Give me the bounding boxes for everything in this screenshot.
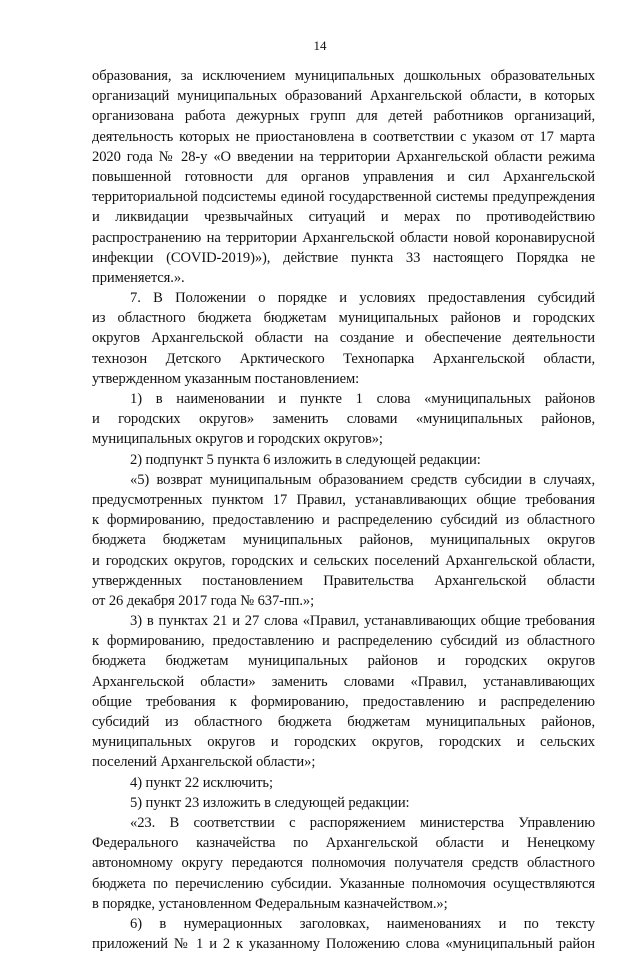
text-line: и городских округов, городских и сельских поселений Архангельской области, [92,552,595,569]
text-line: образования, за исключением муниципальных дошкольных образовательных [92,68,595,84]
text-line: организована работа дежурных групп для детей работников организаций, [92,108,595,125]
text-line: применяется.». [92,269,185,286]
text-line: 6) в нумерационных заголовках, наименованиях и по тексту [130,915,595,932]
paragraph [92,389,595,450]
text-line: территориальной подсистемы единой государственной системы предупреждения [92,189,595,206]
text-line: бюджета по перечислению субсидии. Указанные полномочия осуществляются [92,875,595,892]
text-line: от 26 декабря 2017 года № 637-пп.»; [92,592,315,609]
text-line: распространению на территории Архангельской области новой коронавирусной [92,229,595,246]
text-line: инфекции (COVID-2019)»), действие пункта 33 настоящего Порядка не [92,249,595,266]
text-line: повышенной готовности для органов управления и сил Архангельской [92,168,595,185]
text-line: муниципальных округов и городских округов, городских и сельских [92,734,595,751]
text-line: 3) в пунктах 21 и 27 слова «Правил, устанавливающих общие требования [130,613,595,630]
paragraph [92,470,595,611]
text-line: к формированию, предоставлению и распределению субсидий из областного [92,512,595,529]
text-line: организаций муниципальных образований Архангельской области, в которых [92,88,595,105]
text-line: «23. В соответствии с распоряжением министерства Управлению [130,814,595,831]
text-line: в порядке, установленном Федеральным казначейством.»; [92,895,448,912]
text-line: приложений № 1 и 2 к указанному Положению слова «муниципальный район [92,936,595,953]
paragraph [92,773,595,793]
text-line: субсидий из областного бюджета бюджетам муниципальных районов, [92,714,595,730]
text-line: бюджета бюджетам муниципальных районов и городских округов [92,653,595,670]
text-line: предусмотренных пунктом 17 Правил, устанавливающих общие требования [92,491,595,508]
paragraph [92,914,595,954]
page-number: 14 [313,38,327,53]
text-line: 4) пункт 22 исключить; [130,774,273,791]
document-body [92,66,595,954]
paragraph [92,450,595,470]
text-line: 7. В Положении о порядке и условиях предоставления субсидий [130,290,595,307]
text-line: утвержденных постановлением Правительства Архангельской области [92,572,595,589]
text-line: автономному округу передаются полномочия получателя средств областного [92,855,595,872]
paragraph [92,813,595,914]
text-line: 5) пункт 23 изложить в следующей редакции: [130,794,410,811]
text-line: из областного бюджета бюджетам муниципальных районов и городских [92,310,595,327]
text-line: технозон Детского Арктического Технопарка Архангельской области, [92,350,595,367]
text-line: 1) в наименовании и пункте 1 слова «муниципальных районов [130,391,595,407]
paragraph [92,611,595,773]
text-line: 2020 года № 28-у «О введении на территории Архангельской области режима [92,148,595,165]
text-line: деятельность которых не приостановлена в соответствии с указом от 17 марта [92,128,595,145]
text-line: к формированию, предоставлению и распределению субсидий из областного [92,633,595,650]
paragraph [92,288,595,389]
paragraph [92,793,595,813]
text-line: «5) возврат муниципальным образованием средств субсидии в случаях, [130,471,595,488]
text-line: и городских округов» заменить словами «муниципальных районов, [92,411,595,428]
text-line: бюджета бюджетам муниципальных районов, муниципальных округов [92,532,595,549]
text-line: муниципальных округов и городских округов»; [92,431,383,448]
text-line: утвержденном указанным постановлением: [92,370,360,387]
text-line: общие требования к формированию, предоставлению и распределению [92,693,595,710]
text-line: 2) подпункт 5 пункта 6 изложить в следующей редакции: [130,451,481,468]
paragraph [92,66,595,288]
text-line: Федерального казначейства по Архангельской области и Ненецкому [92,835,595,852]
text-line: округов Архангельской области на создание и обеспечение деятельности [92,330,595,347]
text-line: и ликвидации чрезвычайных ситуаций и мерах по противодействию [92,209,595,226]
text-line: Архангельской области» заменить словами «Правил, устанавливающих [92,673,595,690]
text-line: поселений Архангельской области»; [92,754,316,771]
